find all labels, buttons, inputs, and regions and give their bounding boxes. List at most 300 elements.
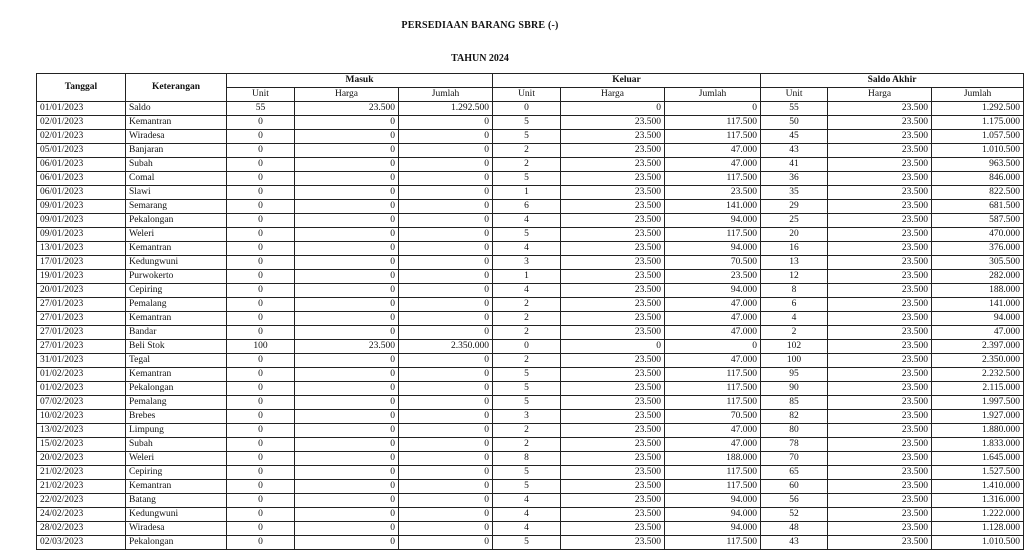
cell-saldo-harga: 23.500 <box>828 270 932 284</box>
cell-saldo-jumlah: 2.397.000 <box>932 340 1024 354</box>
cell-saldo-jumlah: 963.500 <box>932 158 1024 172</box>
cell-masuk-harga: 0 <box>295 326 399 340</box>
cell-tanggal: 15/02/2023 <box>37 438 126 452</box>
cell-keterangan: Bandar <box>126 326 227 340</box>
cell-saldo-unit: 29 <box>761 200 828 214</box>
cell-masuk-harga: 0 <box>295 186 399 200</box>
cell-keluar-jumlah: 117.500 <box>665 116 761 130</box>
cell-masuk-jumlah: 0 <box>399 368 493 382</box>
cell-masuk-jumlah: 0 <box>399 424 493 438</box>
cell-saldo-jumlah: 1.175.000 <box>932 116 1024 130</box>
cell-saldo-unit: 100 <box>761 354 828 368</box>
cell-saldo-harga: 23.500 <box>828 354 932 368</box>
cell-keluar-jumlah: 117.500 <box>665 382 761 396</box>
table-row <box>37 466 1024 480</box>
table-row <box>37 242 1024 256</box>
cell-tanggal: 31/01/2023 <box>37 354 126 368</box>
cell-saldo-jumlah: 1.010.500 <box>932 144 1024 158</box>
cell-saldo-harga: 23.500 <box>828 158 932 172</box>
cell-keluar-unit: 4 <box>493 214 561 228</box>
cell-keluar-unit: 2 <box>493 312 561 326</box>
cell-keluar-unit: 8 <box>493 452 561 466</box>
cell-tanggal: 13/02/2023 <box>37 424 126 438</box>
cell-keluar-unit: 0 <box>493 340 561 354</box>
table-row <box>37 340 1024 354</box>
cell-saldo-jumlah: 47.000 <box>932 326 1024 340</box>
cell-keluar-jumlah: 0 <box>665 102 761 116</box>
table-body <box>37 102 1024 550</box>
cell-keluar-unit: 5 <box>493 172 561 186</box>
cell-masuk-harga: 0 <box>295 130 399 144</box>
table-row <box>37 368 1024 382</box>
cell-masuk-jumlah: 0 <box>399 354 493 368</box>
cell-keluar-harga: 23.500 <box>561 494 665 508</box>
cell-tanggal: 21/02/2023 <box>37 466 126 480</box>
cell-saldo-jumlah: 2.350.000 <box>932 354 1024 368</box>
cell-masuk-unit: 0 <box>227 158 295 172</box>
cell-masuk-harga: 0 <box>295 116 399 130</box>
cell-keluar-harga: 0 <box>561 102 665 116</box>
cell-saldo-jumlah: 846.000 <box>932 172 1024 186</box>
table-row <box>37 158 1024 172</box>
cell-keluar-harga: 23.500 <box>561 522 665 536</box>
cell-masuk-jumlah: 2.350.000 <box>399 340 493 354</box>
cell-masuk-jumlah: 0 <box>399 228 493 242</box>
table-row <box>37 172 1024 186</box>
cell-keluar-harga: 23.500 <box>561 298 665 312</box>
cell-keluar-unit: 5 <box>493 130 561 144</box>
table-row <box>37 382 1024 396</box>
cell-saldo-harga: 23.500 <box>828 480 932 494</box>
cell-masuk-unit: 0 <box>227 368 295 382</box>
cell-masuk-unit: 0 <box>227 284 295 298</box>
cell-masuk-harga: 0 <box>295 522 399 536</box>
cell-keluar-harga: 23.500 <box>561 144 665 158</box>
cell-tanggal: 06/01/2023 <box>37 158 126 172</box>
cell-keluar-harga: 0 <box>561 340 665 354</box>
cell-keterangan: Cepiring <box>126 466 227 480</box>
table-row <box>37 130 1024 144</box>
cell-saldo-jumlah: 376.000 <box>932 242 1024 256</box>
table-row <box>37 326 1024 340</box>
cell-masuk-unit: 0 <box>227 270 295 284</box>
header-keluar-jumlah: Jumlah <box>665 88 761 102</box>
cell-saldo-harga: 23.500 <box>828 214 932 228</box>
table-row <box>37 102 1024 116</box>
table-row <box>37 424 1024 438</box>
cell-tanggal: 28/02/2023 <box>37 522 126 536</box>
cell-saldo-unit: 95 <box>761 368 828 382</box>
cell-saldo-unit: 50 <box>761 116 828 130</box>
cell-saldo-harga: 23.500 <box>828 368 932 382</box>
cell-keterangan: Banjaran <box>126 144 227 158</box>
cell-saldo-harga: 23.500 <box>828 200 932 214</box>
cell-keluar-harga: 23.500 <box>561 214 665 228</box>
cell-keluar-harga: 23.500 <box>561 424 665 438</box>
cell-saldo-jumlah: 141.000 <box>932 298 1024 312</box>
table-row <box>37 410 1024 424</box>
cell-keluar-jumlah: 94.000 <box>665 522 761 536</box>
cell-tanggal: 02/03/2023 <box>37 536 126 550</box>
cell-masuk-jumlah: 0 <box>399 536 493 550</box>
cell-keluar-jumlah: 47.000 <box>665 326 761 340</box>
cell-saldo-jumlah: 2.115.000 <box>932 382 1024 396</box>
cell-masuk-jumlah: 0 <box>399 158 493 172</box>
cell-keluar-jumlah: 117.500 <box>665 396 761 410</box>
cell-tanggal: 20/02/2023 <box>37 452 126 466</box>
cell-keterangan: Weleri <box>126 452 227 466</box>
cell-saldo-harga: 23.500 <box>828 326 932 340</box>
cell-saldo-harga: 23.500 <box>828 172 932 186</box>
cell-keluar-unit: 5 <box>493 382 561 396</box>
cell-saldo-harga: 23.500 <box>828 228 932 242</box>
cell-keterangan: Kemantran <box>126 242 227 256</box>
cell-masuk-unit: 0 <box>227 130 295 144</box>
cell-masuk-unit: 0 <box>227 116 295 130</box>
cell-keluar-jumlah: 47.000 <box>665 158 761 172</box>
cell-keluar-harga: 23.500 <box>561 158 665 172</box>
cell-masuk-unit: 100 <box>227 340 295 354</box>
header-saldo-jumlah: Jumlah <box>932 88 1024 102</box>
cell-keluar-jumlah: 117.500 <box>665 172 761 186</box>
table-row <box>37 186 1024 200</box>
document-title: PERSEDIAAN BARANG SBRE (-) <box>401 20 559 31</box>
cell-keluar-jumlah: 117.500 <box>665 466 761 480</box>
cell-saldo-unit: 56 <box>761 494 828 508</box>
header-masuk-unit: Unit <box>227 88 295 102</box>
cell-saldo-harga: 23.500 <box>828 438 932 452</box>
cell-saldo-harga: 23.500 <box>828 130 932 144</box>
table-row <box>37 228 1024 242</box>
cell-keluar-unit: 5 <box>493 480 561 494</box>
cell-keterangan: Purwokerto <box>126 270 227 284</box>
cell-keluar-jumlah: 94.000 <box>665 214 761 228</box>
cell-saldo-unit: 43 <box>761 144 828 158</box>
cell-keluar-harga: 23.500 <box>561 242 665 256</box>
cell-keluar-unit: 5 <box>493 116 561 130</box>
cell-tanggal: 06/01/2023 <box>37 172 126 186</box>
cell-keterangan: Pekalongan <box>126 536 227 550</box>
cell-tanggal: 19/01/2023 <box>37 270 126 284</box>
cell-masuk-harga: 0 <box>295 158 399 172</box>
cell-tanggal: 13/01/2023 <box>37 242 126 256</box>
cell-masuk-unit: 0 <box>227 522 295 536</box>
header-saldo-harga: Harga <box>828 88 932 102</box>
cell-masuk-jumlah: 0 <box>399 452 493 466</box>
cell-saldo-harga: 23.500 <box>828 144 932 158</box>
cell-keluar-harga: 23.500 <box>561 508 665 522</box>
cell-keluar-harga: 23.500 <box>561 438 665 452</box>
cell-saldo-unit: 55 <box>761 102 828 116</box>
cell-keluar-unit: 4 <box>493 284 561 298</box>
cell-tanggal: 27/01/2023 <box>37 298 126 312</box>
cell-masuk-unit: 0 <box>227 144 295 158</box>
cell-masuk-harga: 0 <box>295 368 399 382</box>
cell-masuk-harga: 0 <box>295 270 399 284</box>
cell-masuk-jumlah: 0 <box>399 186 493 200</box>
cell-saldo-jumlah: 470.000 <box>932 228 1024 242</box>
cell-masuk-harga: 0 <box>295 144 399 158</box>
cell-masuk-harga: 0 <box>295 452 399 466</box>
cell-saldo-harga: 23.500 <box>828 382 932 396</box>
cell-keluar-harga: 23.500 <box>561 228 665 242</box>
cell-masuk-jumlah: 0 <box>399 270 493 284</box>
cell-tanggal: 02/01/2023 <box>37 116 126 130</box>
cell-saldo-jumlah: 1.645.000 <box>932 452 1024 466</box>
cell-tanggal: 01/02/2023 <box>37 382 126 396</box>
cell-masuk-unit: 0 <box>227 424 295 438</box>
table-row <box>37 354 1024 368</box>
table-row <box>37 200 1024 214</box>
table-row <box>37 536 1024 550</box>
cell-tanggal: 10/02/2023 <box>37 410 126 424</box>
cell-keterangan: Kemantran <box>126 480 227 494</box>
cell-keluar-unit: 2 <box>493 144 561 158</box>
cell-keterangan: Subah <box>126 438 227 452</box>
cell-masuk-harga: 0 <box>295 536 399 550</box>
cell-saldo-harga: 23.500 <box>828 466 932 480</box>
cell-keluar-jumlah: 47.000 <box>665 424 761 438</box>
cell-saldo-jumlah: 1.927.000 <box>932 410 1024 424</box>
table-header <box>37 74 1024 102</box>
cell-keterangan: Subah <box>126 158 227 172</box>
cell-masuk-harga: 0 <box>295 508 399 522</box>
cell-masuk-jumlah: 0 <box>399 130 493 144</box>
cell-saldo-jumlah: 282.000 <box>932 270 1024 284</box>
cell-keluar-unit: 1 <box>493 270 561 284</box>
cell-saldo-jumlah: 305.500 <box>932 256 1024 270</box>
cell-tanggal: 02/01/2023 <box>37 130 126 144</box>
cell-keluar-harga: 23.500 <box>561 396 665 410</box>
cell-saldo-unit: 80 <box>761 424 828 438</box>
cell-masuk-harga: 0 <box>295 396 399 410</box>
cell-keluar-unit: 4 <box>493 242 561 256</box>
cell-saldo-jumlah: 2.232.500 <box>932 368 1024 382</box>
cell-keluar-harga: 23.500 <box>561 200 665 214</box>
inventory-table <box>36 73 1024 550</box>
cell-tanggal: 22/02/2023 <box>37 494 126 508</box>
cell-saldo-jumlah: 1.997.500 <box>932 396 1024 410</box>
cell-keterangan: Pekalongan <box>126 214 227 228</box>
cell-keterangan: Cepiring <box>126 284 227 298</box>
cell-saldo-jumlah: 1.410.000 <box>932 480 1024 494</box>
cell-keluar-unit: 3 <box>493 256 561 270</box>
cell-saldo-harga: 23.500 <box>828 242 932 256</box>
cell-keluar-jumlah: 117.500 <box>665 228 761 242</box>
cell-keluar-harga: 23.500 <box>561 382 665 396</box>
cell-keluar-jumlah: 70.500 <box>665 410 761 424</box>
cell-saldo-unit: 41 <box>761 158 828 172</box>
cell-tanggal: 01/02/2023 <box>37 368 126 382</box>
cell-masuk-jumlah: 0 <box>399 494 493 508</box>
header-tanggal: Tanggal <box>37 74 126 102</box>
cell-saldo-jumlah: 1.010.500 <box>932 536 1024 550</box>
header-keluar-unit: Unit <box>493 88 561 102</box>
cell-saldo-unit: 6 <box>761 298 828 312</box>
cell-masuk-harga: 0 <box>295 242 399 256</box>
cell-keluar-harga: 23.500 <box>561 354 665 368</box>
cell-keluar-jumlah: 47.000 <box>665 298 761 312</box>
cell-tanggal: 05/01/2023 <box>37 144 126 158</box>
cell-saldo-unit: 90 <box>761 382 828 396</box>
cell-masuk-jumlah: 0 <box>399 382 493 396</box>
cell-saldo-harga: 23.500 <box>828 522 932 536</box>
cell-keluar-unit: 5 <box>493 536 561 550</box>
cell-keluar-harga: 23.500 <box>561 452 665 466</box>
cell-keterangan: Weleri <box>126 228 227 242</box>
cell-masuk-harga: 0 <box>295 214 399 228</box>
cell-keterangan: Beli Stok <box>126 340 227 354</box>
cell-saldo-harga: 23.500 <box>828 186 932 200</box>
header-masuk: Masuk <box>227 74 493 88</box>
cell-keluar-harga: 23.500 <box>561 172 665 186</box>
cell-masuk-jumlah: 0 <box>399 326 493 340</box>
cell-keterangan: Limpung <box>126 424 227 438</box>
cell-masuk-unit: 0 <box>227 410 295 424</box>
cell-saldo-unit: 102 <box>761 340 828 354</box>
cell-keluar-harga: 23.500 <box>561 130 665 144</box>
cell-keterangan: Comal <box>126 172 227 186</box>
cell-masuk-unit: 55 <box>227 102 295 116</box>
cell-keluar-unit: 4 <box>493 522 561 536</box>
cell-keluar-jumlah: 117.500 <box>665 368 761 382</box>
cell-masuk-unit: 0 <box>227 494 295 508</box>
cell-tanggal: 27/01/2023 <box>37 326 126 340</box>
cell-tanggal: 01/01/2023 <box>37 102 126 116</box>
cell-saldo-jumlah: 1.222.000 <box>932 508 1024 522</box>
cell-masuk-harga: 0 <box>295 382 399 396</box>
cell-keterangan: Kedungwuni <box>126 256 227 270</box>
cell-keterangan: Saldo <box>126 102 227 116</box>
cell-keterangan: Wiradesa <box>126 522 227 536</box>
cell-saldo-jumlah: 1.128.000 <box>932 522 1024 536</box>
cell-keluar-jumlah: 94.000 <box>665 508 761 522</box>
cell-masuk-unit: 0 <box>227 256 295 270</box>
cell-tanggal: 06/01/2023 <box>37 186 126 200</box>
cell-keluar-harga: 23.500 <box>561 466 665 480</box>
cell-saldo-unit: 70 <box>761 452 828 466</box>
cell-masuk-harga: 0 <box>295 172 399 186</box>
cell-masuk-harga: 0 <box>295 466 399 480</box>
cell-keluar-unit: 2 <box>493 354 561 368</box>
cell-masuk-unit: 0 <box>227 312 295 326</box>
cell-keluar-harga: 23.500 <box>561 368 665 382</box>
cell-keluar-unit: 5 <box>493 368 561 382</box>
table-row <box>37 438 1024 452</box>
cell-masuk-unit: 0 <box>227 326 295 340</box>
cell-saldo-unit: 35 <box>761 186 828 200</box>
cell-saldo-jumlah: 1.880.000 <box>932 424 1024 438</box>
cell-keterangan: Kemantran <box>126 368 227 382</box>
document-subtitle: TAHUN 2024 <box>451 53 509 64</box>
cell-saldo-harga: 23.500 <box>828 340 932 354</box>
cell-masuk-unit: 0 <box>227 508 295 522</box>
table-row <box>37 256 1024 270</box>
cell-masuk-harga: 0 <box>295 494 399 508</box>
cell-keluar-harga: 23.500 <box>561 326 665 340</box>
cell-keluar-unit: 5 <box>493 228 561 242</box>
cell-saldo-unit: 4 <box>761 312 828 326</box>
cell-keluar-harga: 23.500 <box>561 256 665 270</box>
cell-saldo-jumlah: 1.316.000 <box>932 494 1024 508</box>
cell-keluar-jumlah: 47.000 <box>665 438 761 452</box>
cell-keterangan: Wiradesa <box>126 130 227 144</box>
cell-masuk-jumlah: 0 <box>399 410 493 424</box>
cell-keluar-harga: 23.500 <box>561 270 665 284</box>
cell-masuk-harga: 0 <box>295 438 399 452</box>
cell-masuk-jumlah: 0 <box>399 200 493 214</box>
cell-saldo-unit: 36 <box>761 172 828 186</box>
table-row <box>37 116 1024 130</box>
cell-masuk-jumlah: 0 <box>399 256 493 270</box>
cell-masuk-unit: 0 <box>227 242 295 256</box>
table-row <box>37 508 1024 522</box>
cell-keluar-jumlah: 117.500 <box>665 130 761 144</box>
cell-keluar-jumlah: 94.000 <box>665 242 761 256</box>
cell-tanggal: 09/01/2023 <box>37 214 126 228</box>
cell-saldo-harga: 23.500 <box>828 298 932 312</box>
cell-keluar-jumlah: 117.500 <box>665 480 761 494</box>
cell-masuk-jumlah: 0 <box>399 438 493 452</box>
cell-keluar-unit: 0 <box>493 102 561 116</box>
cell-keluar-unit: 4 <box>493 494 561 508</box>
header-keluar-harga: Harga <box>561 88 665 102</box>
cell-masuk-harga: 0 <box>295 312 399 326</box>
cell-tanggal: 27/01/2023 <box>37 340 126 354</box>
cell-saldo-jumlah: 822.500 <box>932 186 1024 200</box>
cell-keluar-unit: 2 <box>493 158 561 172</box>
cell-keterangan: Pekalongan <box>126 382 227 396</box>
table-row <box>37 214 1024 228</box>
cell-keterangan: Tegal <box>126 354 227 368</box>
cell-keterangan: Kemantran <box>126 116 227 130</box>
header-saldo-unit: Unit <box>761 88 828 102</box>
cell-keluar-jumlah: 117.500 <box>665 536 761 550</box>
cell-masuk-harga: 0 <box>295 256 399 270</box>
cell-masuk-unit: 0 <box>227 480 295 494</box>
header-masuk-jumlah: Jumlah <box>399 88 493 102</box>
cell-saldo-unit: 45 <box>761 130 828 144</box>
cell-masuk-unit: 0 <box>227 172 295 186</box>
cell-saldo-unit: 48 <box>761 522 828 536</box>
cell-masuk-jumlah: 0 <box>399 214 493 228</box>
cell-masuk-jumlah: 1.292.500 <box>399 102 493 116</box>
cell-masuk-harga: 0 <box>295 424 399 438</box>
cell-keluar-jumlah: 0 <box>665 340 761 354</box>
cell-keterangan: Brebes <box>126 410 227 424</box>
cell-masuk-unit: 0 <box>227 382 295 396</box>
cell-keterangan: Batang <box>126 494 227 508</box>
cell-saldo-unit: 2 <box>761 326 828 340</box>
cell-tanggal: 07/02/2023 <box>37 396 126 410</box>
cell-saldo-harga: 23.500 <box>828 312 932 326</box>
cell-keluar-unit: 5 <box>493 396 561 410</box>
cell-keluar-harga: 23.500 <box>561 284 665 298</box>
cell-saldo-unit: 25 <box>761 214 828 228</box>
cell-keluar-jumlah: 70.500 <box>665 256 761 270</box>
cell-masuk-jumlah: 0 <box>399 480 493 494</box>
cell-keluar-unit: 2 <box>493 298 561 312</box>
cell-keterangan: Pemalang <box>126 396 227 410</box>
cell-keterangan: Slawi <box>126 186 227 200</box>
cell-saldo-unit: 43 <box>761 536 828 550</box>
cell-saldo-jumlah: 1.833.000 <box>932 438 1024 452</box>
cell-saldo-unit: 13 <box>761 256 828 270</box>
cell-masuk-harga: 0 <box>295 480 399 494</box>
cell-saldo-harga: 23.500 <box>828 536 932 550</box>
cell-tanggal: 20/01/2023 <box>37 284 126 298</box>
cell-saldo-jumlah: 1.527.500 <box>932 466 1024 480</box>
